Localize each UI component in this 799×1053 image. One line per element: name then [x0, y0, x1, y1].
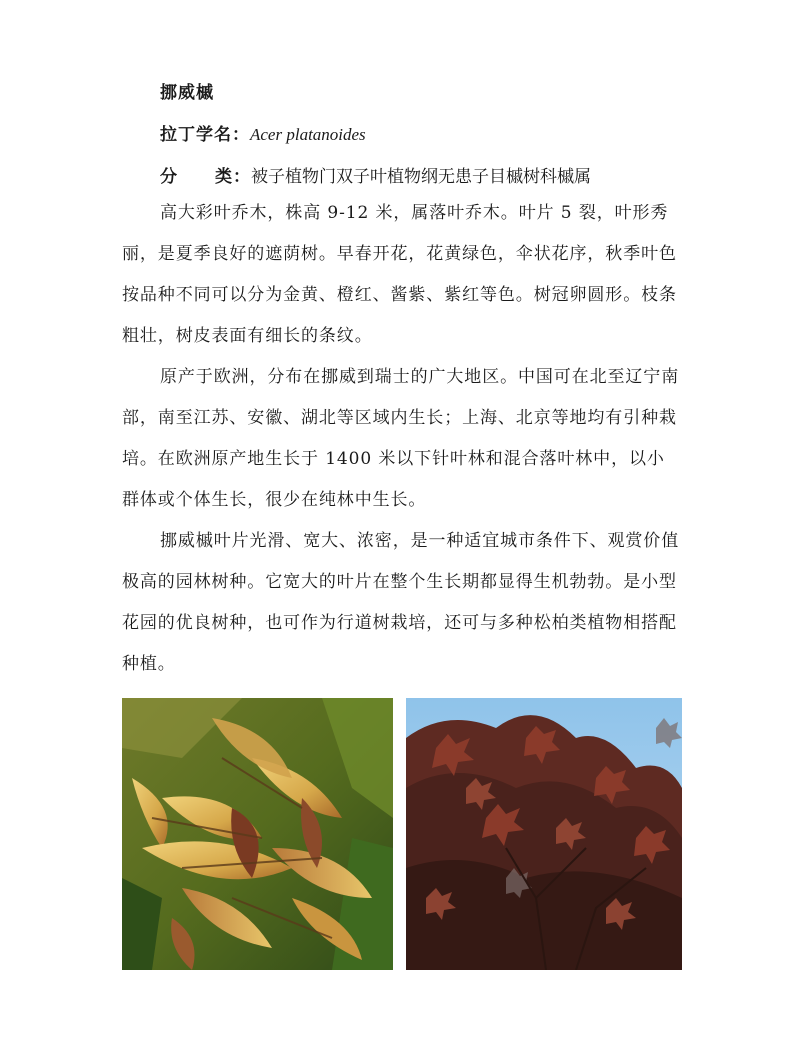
- red-maple-canopy-photo: [406, 698, 682, 970]
- classification-label-second: 类：: [215, 167, 251, 187]
- latin-name-line: [160, 120, 366, 145]
- latin-name-label: 拉丁学名：: [160, 125, 250, 145]
- paragraph-usage: 挪威槭叶片光滑、宽大、浓密，是一种适宜城市条件下、观赏价值极高的园林树种。它宽大的叶片在整个生长期都显得生机勃勃。是小型花园的优良树种，也可作为行道树栽培，还可与多种松柏类植物相搭配种植。: [122, 531, 680, 674]
- classification-value: 被子植物门双子叶植物纲无患子目槭树科槭属: [251, 167, 591, 187]
- latin-name-value: Acer platanoides: [250, 125, 366, 144]
- classification-line: [160, 162, 591, 187]
- paragraph-description: 高大彩叶乔木，株高 9-12 米，属落叶乔木。叶片 5 裂，叶形秀丽，是夏季良好的遮荫树。早春开花，花黄绿色，伞状花序，秋季叶色按品种不同可以分为金黄、橙红、酱紫、紫红等色。树冠卵圆形。枝条粗壮，树皮表面有细长的条纹。: [122, 203, 677, 346]
- paragraph-distribution: 原产于欧洲，分布在挪威到瑞士的广大地区。中国可在北至辽宁南部，南至江苏、安徽、湖北等区域内生长；上海、北京等地均有引种栽培。在欧洲原产地生长于 1400 米以下针叶林和混合落叶林中，以小群体或个体生长，很少在纯林中生长。: [122, 367, 680, 510]
- classification-label-first: 分: [160, 167, 178, 187]
- page-title: 挪威槭: [160, 83, 214, 103]
- maple-samara-photo: [122, 698, 393, 970]
